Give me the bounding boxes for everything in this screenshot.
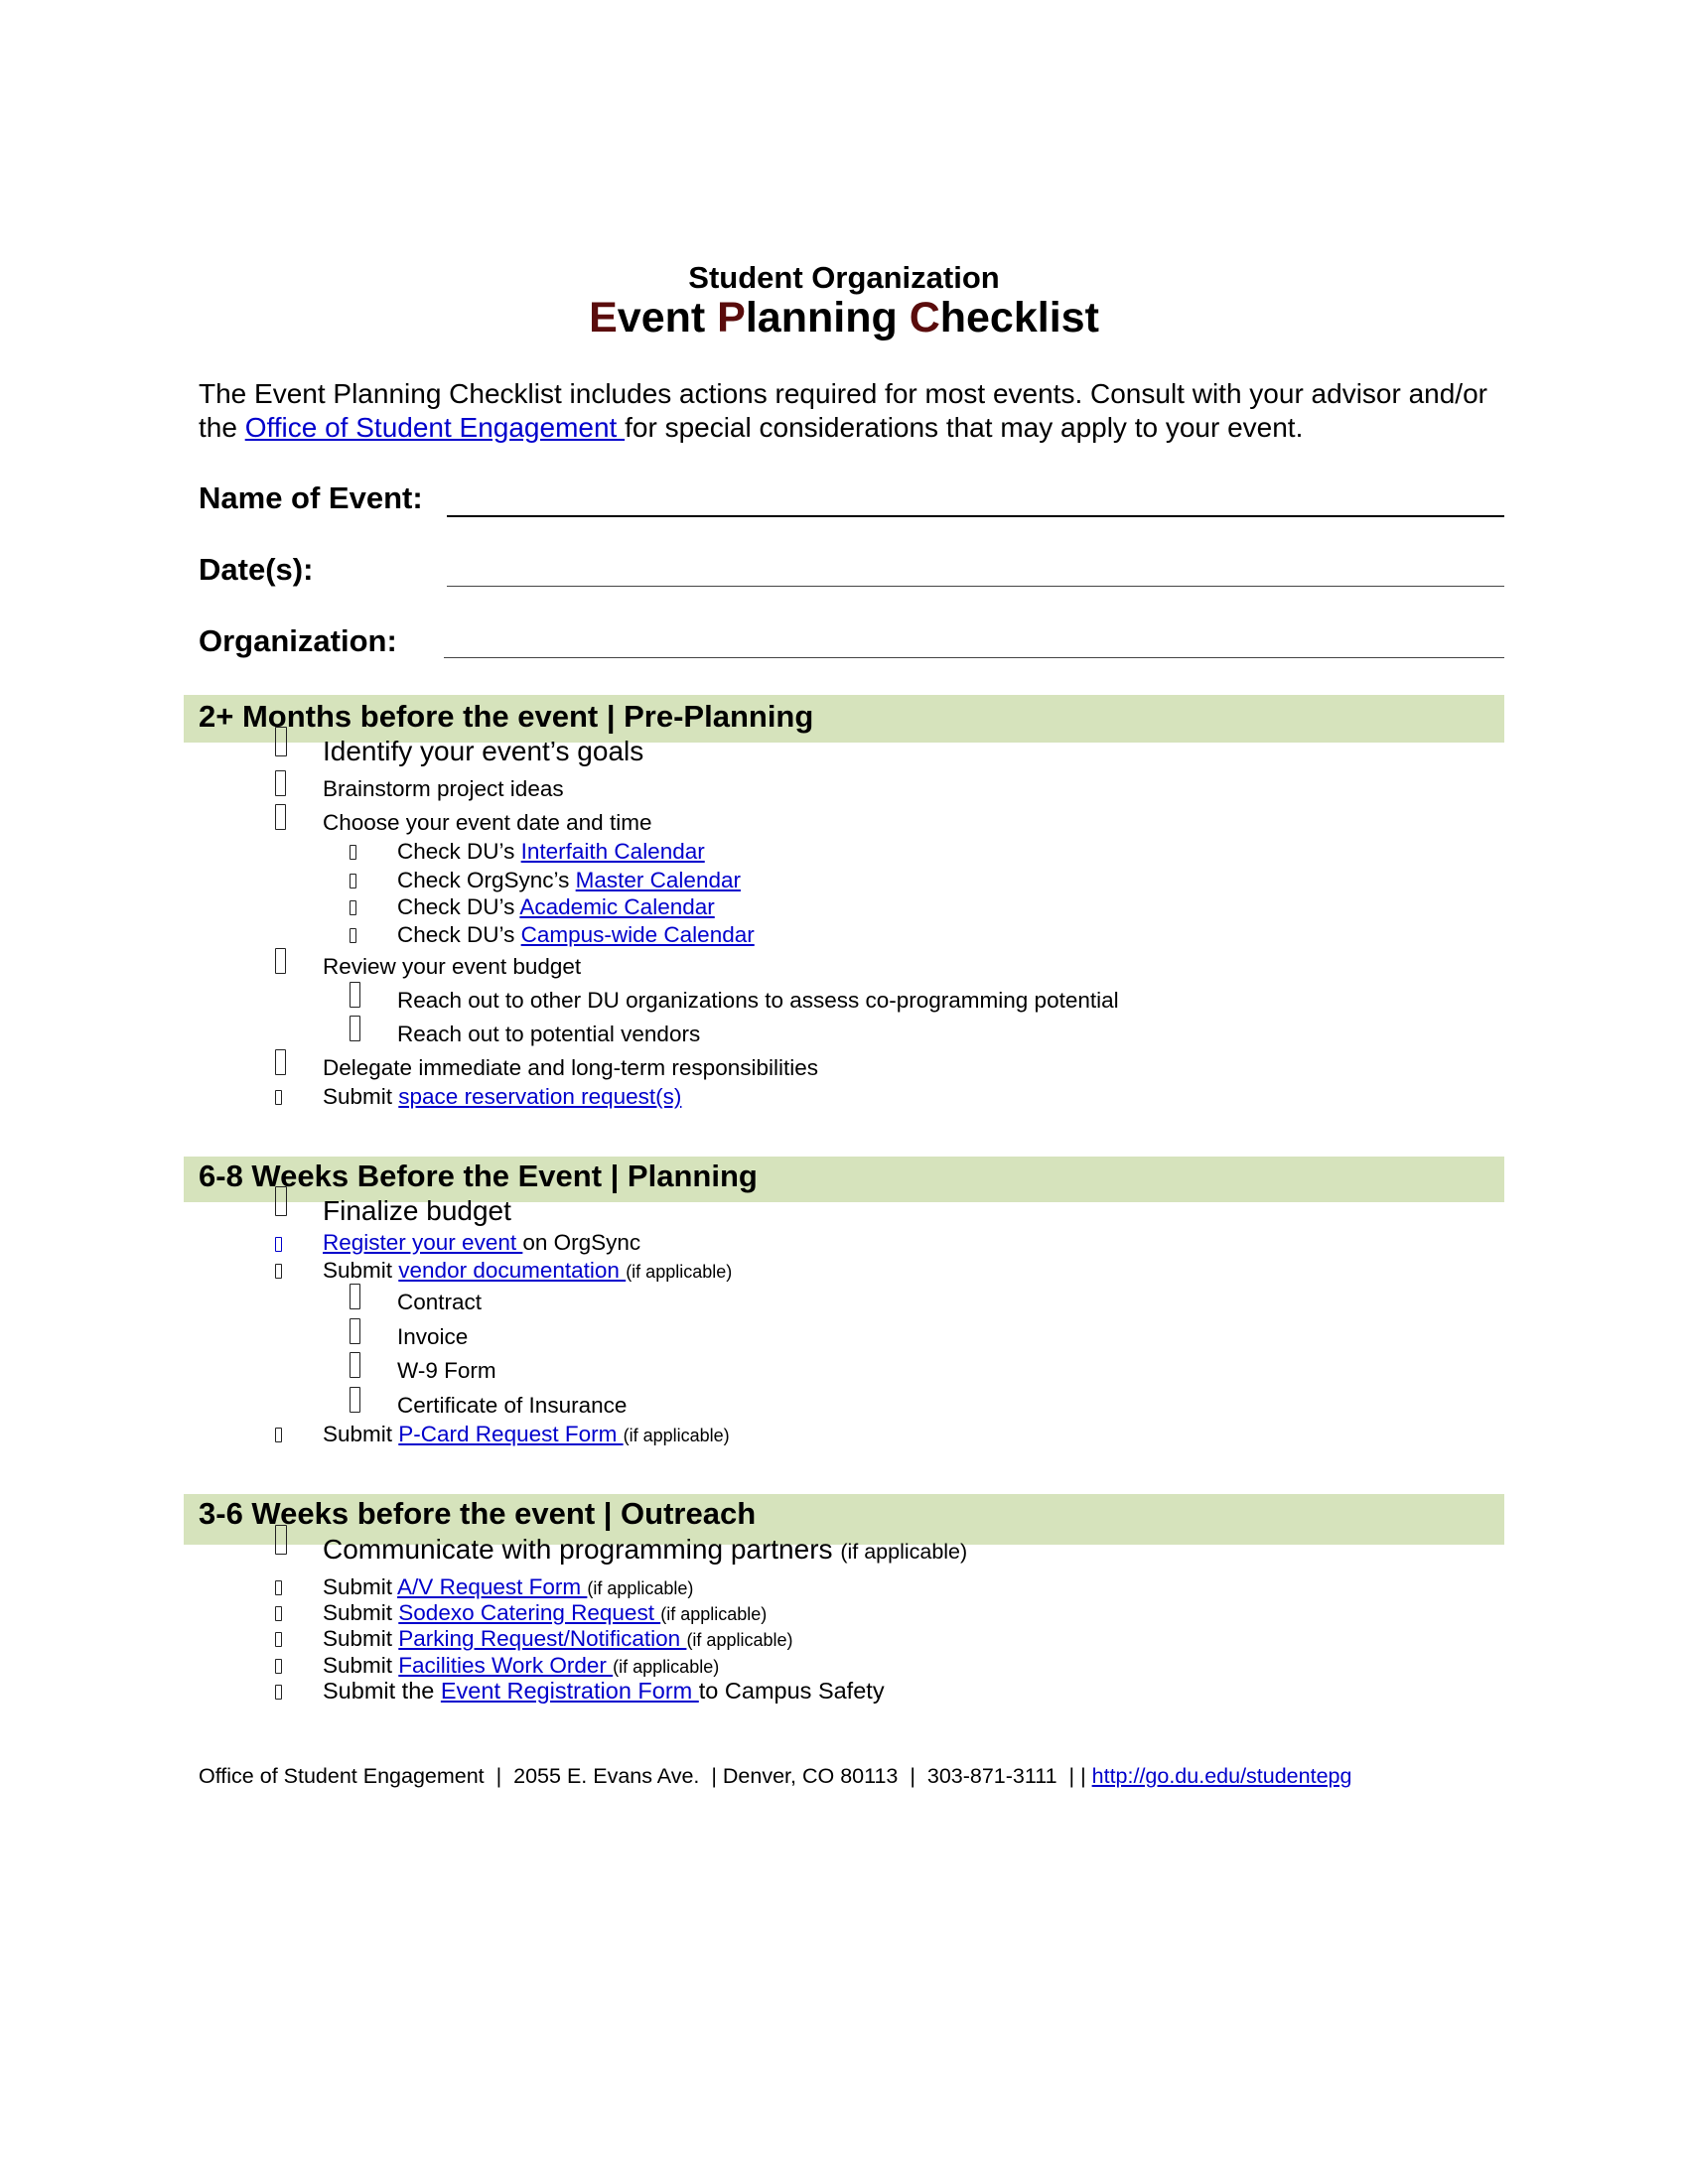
master-calendar-link[interactable]: Master Calendar [575,868,741,892]
checkbox-icon[interactable] [275,1237,282,1252]
if-applicable-note: (if applicable) [587,1578,694,1598]
intro-paragraph [199,377,1519,445]
document-title [0,294,1688,342]
checklist-item-register [323,1230,640,1256]
item-text: Submit [323,1574,398,1599]
event-registration-form-link[interactable]: Event Registration Form [440,1678,699,1704]
checklist-item-vendor-docs [323,1258,732,1284]
checklist-item-goals: Identify your event’s goals [323,736,644,766]
checklist-subitem-w9: W-9 Form [397,1358,496,1383]
organization-line[interactable] [444,657,1504,658]
title-letter-e: E [589,294,618,341]
checkbox-icon[interactable] [275,727,287,756]
item-text: on OrgSync [522,1230,641,1255]
checklist-item-campus-safety [323,1678,885,1705]
section-heading-pre-planning: 2+ Months before the event | Pre-Planning [199,699,814,734]
checklist-subitem-campus [397,922,755,948]
checkbox-icon[interactable] [275,1090,282,1105]
checklist-subitem-interfaith [397,839,705,865]
checklist-subitem-contract: Contract [397,1290,483,1314]
checkbox-icon[interactable] [350,1284,360,1309]
name-of-event-label: Name of Event: [199,480,423,515]
checkbox-icon[interactable] [275,770,286,796]
checkbox-icon[interactable] [275,804,286,830]
interfaith-calendar-link[interactable]: Interfaith Calendar [520,839,705,864]
checkbox-icon[interactable] [275,1525,287,1555]
checkbox-icon[interactable] [275,1428,282,1442]
subitem-text: Check OrgSync’s [397,868,576,892]
checkbox-icon[interactable] [275,1049,286,1075]
footer-text: Office of Student Engagement | 2055 E. Evans Ave. | Denver, CO 80113 | 303-871-3111 | | [199,1764,1092,1788]
subitem-text: Check DU’s [397,839,521,864]
item-text: Submit [323,1653,399,1678]
title-part-vent: vent [617,294,718,341]
checkbox-icon[interactable] [350,900,356,915]
checklist-item-partners [323,1534,967,1566]
if-applicable-note: (if applicable) [686,1630,793,1650]
space-reservation-link[interactable]: space reservation request(s) [398,1084,682,1109]
document-subtitle: Student Organization [688,260,1000,295]
checklist-item-sodexo [323,1600,767,1626]
pcard-request-link[interactable]: P-Card Request Form [398,1422,624,1446]
subitem-text: Check DU’s [397,922,521,947]
intro-text-after: for special considerations that may apply to your event. [625,412,1304,443]
checkbox-icon[interactable] [350,928,356,943]
footer-website-link[interactable]: http://go.du.edu/studentepg [1091,1764,1352,1788]
checkbox-icon[interactable] [275,1186,287,1216]
checklist-item-pcard [323,1422,730,1447]
section-heading-planning: 6-8 Weeks Before the Event | Planning [199,1159,758,1193]
sodexo-catering-link[interactable]: Sodexo Catering Request [398,1600,661,1625]
checkbox-icon[interactable] [350,1352,360,1378]
checkbox-icon[interactable] [350,982,360,1008]
checkbox-icon[interactable] [350,1387,360,1413]
item-text: Submit the [323,1678,441,1704]
checkbox-icon[interactable] [275,1659,282,1674]
item-text: Submit [323,1626,399,1651]
if-applicable-note: (if applicable) [626,1262,733,1282]
footer-contact [199,1764,1351,1789]
checklist-subitem-vendors: Reach out to potential vendors [397,1022,701,1046]
item-text: to Campus Safety [698,1678,885,1704]
checkbox-icon[interactable] [350,1318,360,1344]
checklist-item-delegate: Delegate immediate and long-term responsibilities [323,1055,818,1080]
intro-text-before: The Event Planning Checklist includes actions required for most events. Consult with your advisor and/or the [199,378,1487,443]
checkbox-icon[interactable] [350,845,356,860]
checklist-item-facilities [323,1653,719,1679]
av-request-link[interactable]: A/V Request Form [397,1574,588,1599]
subitem-text: Check DU’s [397,894,520,919]
facilities-work-order-link[interactable]: Facilities Work Order [398,1653,614,1678]
title-part-lanning: lanning [745,294,910,341]
item-text: Submit [323,1422,399,1446]
title-letter-c: C [909,294,940,341]
if-applicable-note: (if applicable) [613,1657,720,1677]
dates-label: Date(s): [199,552,314,587]
checklist-item-space [323,1084,681,1110]
parking-request-link[interactable]: Parking Request/Notification [398,1626,687,1651]
checkbox-icon[interactable] [275,948,286,974]
checkbox-icon[interactable] [275,1685,282,1700]
item-text: Submit [323,1084,399,1109]
checklist-item-finalize-budget: Finalize budget [323,1195,511,1226]
checklist-subitem-coprogramming: Reach out to other DU organizations to assess co-programming potential [397,988,1119,1013]
dates-line[interactable] [447,586,1504,587]
academic-calendar-link[interactable]: Academic Calendar [519,894,715,919]
register-event-link[interactable]: Register your event [323,1230,523,1255]
checklist-item-parking [323,1626,793,1652]
checklist-item-av [323,1574,693,1600]
item-text: Communicate with programming partners [323,1534,841,1565]
checkbox-icon[interactable] [275,1632,282,1647]
student-engagement-link[interactable]: Office of Student Engagement [244,412,626,443]
checklist-item-choose-date: Choose your event date and time [323,810,652,835]
checkbox-icon[interactable] [275,1606,282,1621]
if-applicable-note: (if applicable) [840,1540,968,1564]
if-applicable-note: (if applicable) [660,1604,768,1624]
vendor-documentation-link[interactable]: vendor documentation [398,1258,627,1283]
checkbox-icon[interactable] [350,874,356,888]
title-letter-p: P [717,294,746,341]
checkbox-icon[interactable] [275,1264,282,1279]
checkbox-icon[interactable] [275,1580,282,1595]
checklist-subitem-insurance: Certificate of Insurance [397,1393,628,1418]
checklist-subitem-academic [397,894,715,920]
title-part-hecklist: hecklist [939,294,1099,341]
if-applicable-note: (if applicable) [623,1426,730,1445]
checklist-subitem-master [397,868,741,893]
item-text: Submit [323,1600,399,1625]
section-heading-outreach: 3-6 Weeks before the event | Outreach [199,1496,757,1531]
organization-label: Organization: [199,623,397,658]
item-text: Submit [323,1258,399,1283]
checklist-subitem-invoice: Invoice [397,1324,469,1349]
checklist-item-brainstorm: Brainstorm project ideas [323,776,564,801]
checkbox-icon[interactable] [350,1016,360,1041]
campus-calendar-link[interactable]: Campus-wide Calendar [520,922,755,947]
name-of-event-line[interactable] [447,515,1504,517]
checklist-item-budget: Review your event budget [323,954,582,979]
